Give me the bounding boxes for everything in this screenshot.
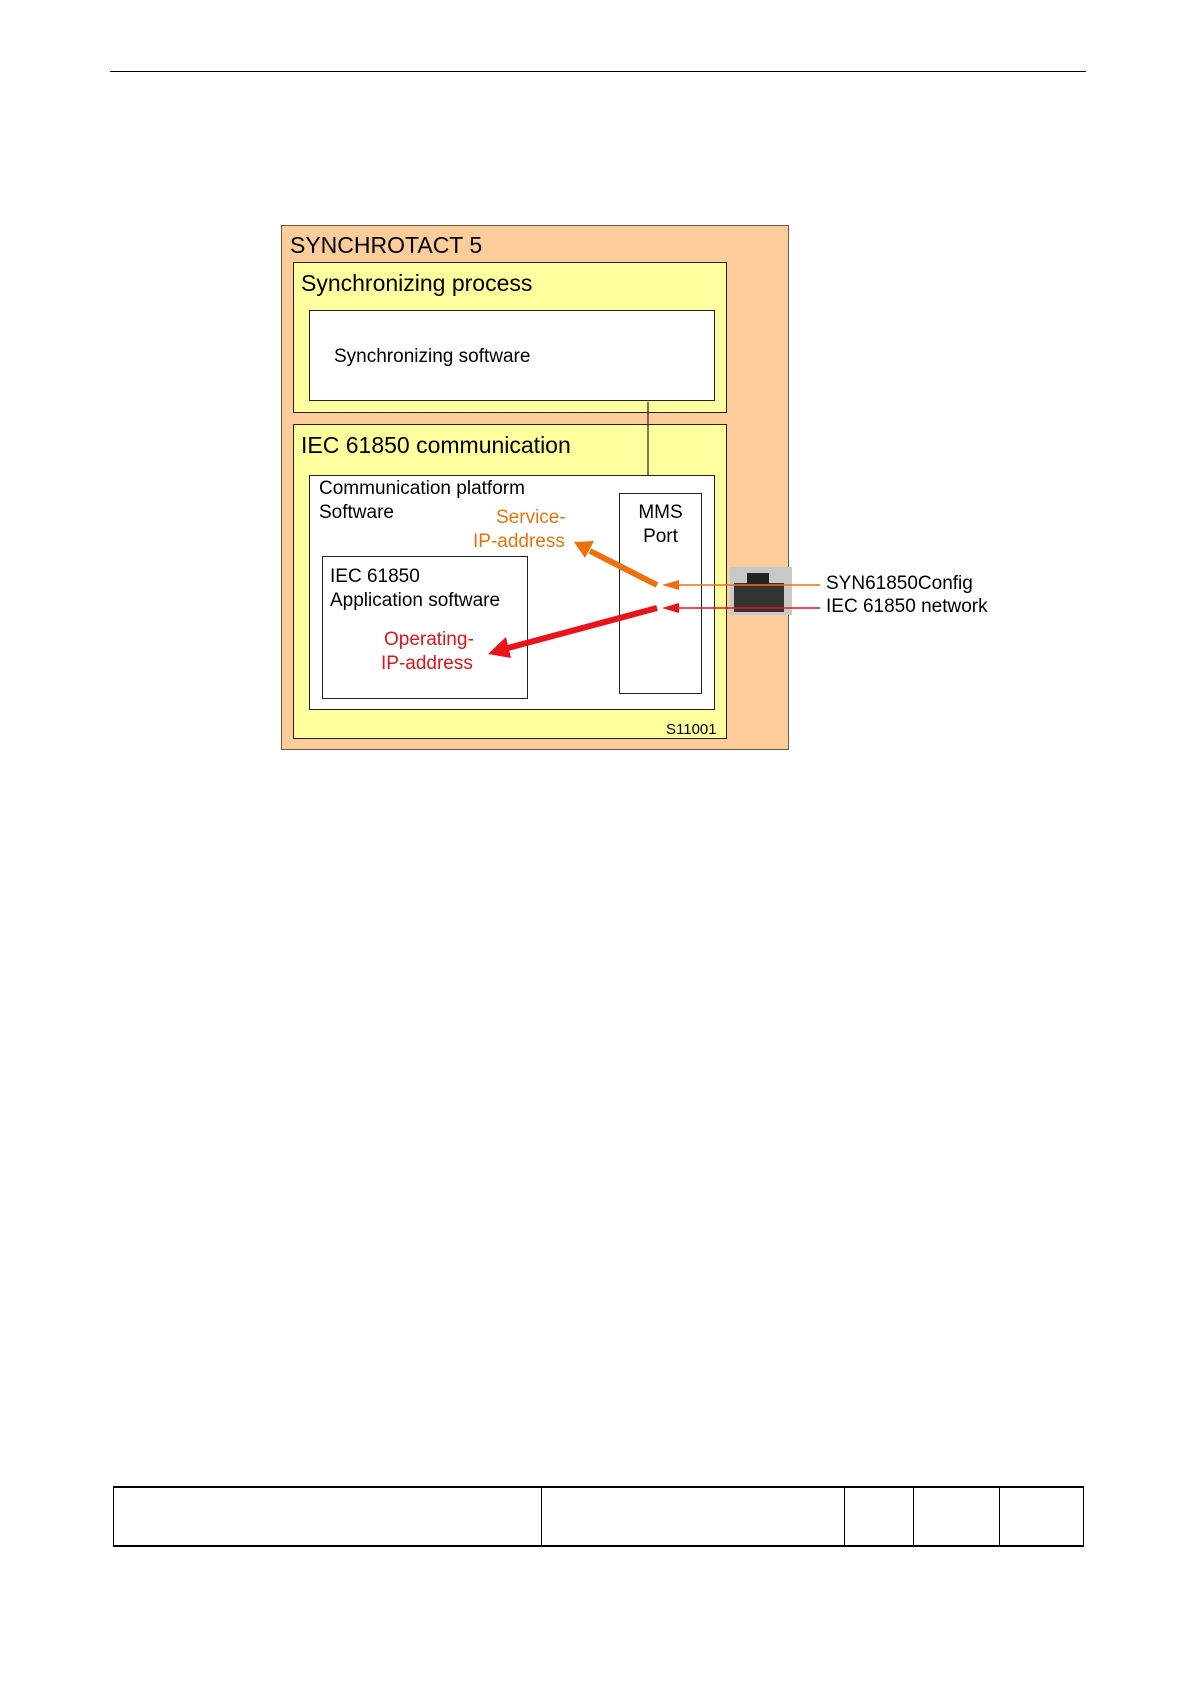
network-label: IEC 61850 network: [826, 596, 988, 617]
sync-process-heading: Synchronizing process: [301, 270, 533, 296]
service-ip-arrow: [590, 551, 657, 585]
figure-id: S11001: [666, 721, 717, 738]
footer-cell: [845, 1488, 914, 1545]
service-ip-label-line1: Service-: [496, 507, 566, 528]
config-arrowhead: [662, 580, 679, 590]
comm-platform-label-line2: Software: [319, 502, 394, 523]
comm-platform-label-line1: Communication platform: [319, 478, 525, 499]
operating-ip-label-line1: Operating-: [384, 629, 474, 650]
iec-app-label-line1: IEC 61850: [330, 566, 420, 587]
footer-cell: [1000, 1488, 1083, 1545]
service-ip-label-line2: IP-address: [473, 531, 565, 552]
iec-communication-heading: IEC 61850 communication: [301, 432, 571, 458]
config-tool-label: SYN61850Config: [826, 573, 973, 594]
operating-ip-arrowhead: [488, 637, 511, 658]
sync-software-label: Synchronizing software: [334, 346, 531, 367]
footer-table: [113, 1486, 1084, 1547]
network-arrowhead: [662, 603, 679, 613]
footer-cell: [914, 1488, 1000, 1545]
footer-cell: [114, 1488, 542, 1545]
footer-cell: [542, 1488, 845, 1545]
device-title: SYNCHROTACT 5: [290, 232, 483, 258]
mms-port-label-line1: MMS: [638, 502, 683, 523]
iec-app-label-line2: Application software: [330, 590, 501, 611]
operating-ip-label-line2: IP-address: [381, 653, 473, 674]
mms-port-label-line2: Port: [643, 526, 678, 547]
operating-ip-arrow: [508, 608, 657, 648]
